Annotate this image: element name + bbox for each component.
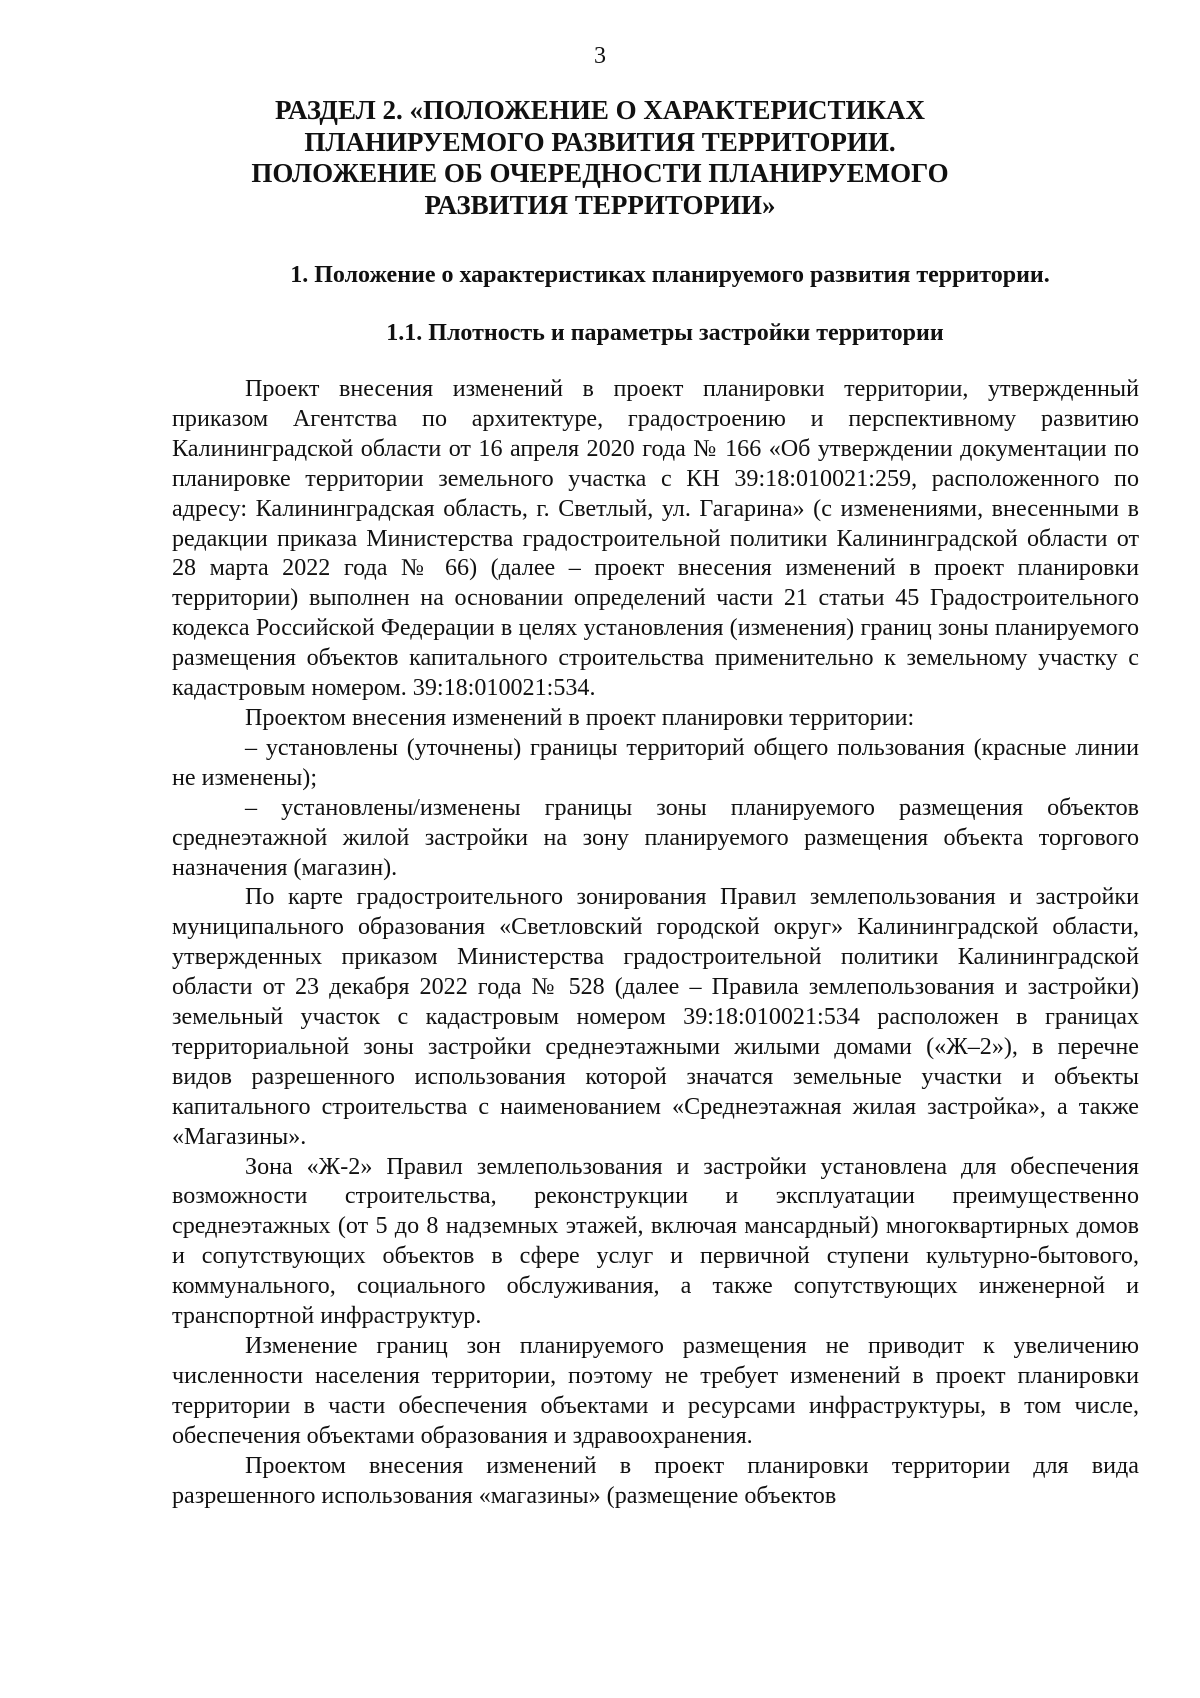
section-title-line: ПЛАНИРУЕМОГО РАЗВИТИЯ ТЕРРИТОРИИ.: [304, 126, 896, 157]
list-item: – установлены (уточнены) границы территорий общего пользования (красные линии не изменены);: [172, 734, 1139, 791]
body-text: [172, 375, 1139, 1511]
paragraph: Проект внесения изменений в проект планировки территории, утвержденный приказом Агентства по архитектуре, градостроению и перспективному развитию Калининградской области от 16 апреля 2020 года № 166 «Об утверждении документации по планировке территории земельного участка с КН 39:18:010021:259, расположенного по адресу: Калининградская область, г. Светлый, ул. Гагарина» (с изменениями, внесенными в редакции приказа Министерства градостроительной политики Калининградской области от 28 марта 2022 года № 66) (далее – проект внесения изменений в проект планировки территории) выполнен на основании определений части 21 статьи 45 Градостроительного кодекса Российской Федерации в целях установления (изменения) границ зоны планируемого размещения объектов капитального строительства применительно к земельному участку с кадастровым номером. 39:18:010021:534.: [172, 376, 1139, 702]
paragraph: По карте градостроительного зонирования Правил землепользования и застройки муниципального образования «Светловский городской округ» Калининградской области, утвержденных приказом Министерства градостроительной политики Калининградской области от 23 декабря 2022 года № 528 (далее – Правила землепользования и застройки) земельный участок с кадастровым номером 39:18:010021:534 расположен в границах территориальной зоны застройки среднеэтажными жилыми домами («Ж–2»), в перечне видов разрешенного использования которой значатся земельные участки и объекты капитального строительства с наименованием «Среднеэтажная жилая застройка», а также «Магазины».: [172, 884, 1139, 1150]
paragraph: Зона «Ж-2» Правил землепользования и застройки установлена для обеспечения возможности строительства, реконструкции и эксплуатации преимущественно среднеэтажных (от 5 до 8 надземных этажей, включая мансардный) многоквартирных домов и сопутствующих объектов в сфере услуг и первичной ступени культурно-бытового, коммунального, социального обслуживания, а также сопутствующих инженерной и транспортной инфраструктур.: [172, 1153, 1139, 1330]
page-number: 3: [594, 43, 606, 69]
paragraph: Проектом внесения изменений в проект планировки территории для вида разрешенного использования «магазины» (размещение объектов: [172, 1452, 1139, 1509]
section-title: [150, 95, 1050, 221]
heading-1: 1. Положение о характеристиках планируемого развития территории.: [290, 262, 1050, 288]
list-item: – установлены/изменены границы зоны планируемого размещения объектов среднеэтажной жилой застройки на зону планируемого размещения объекта торгового назначения (магазин).: [172, 794, 1139, 881]
paragraph: Изменение границ зон планируемого размещения не приводит к увеличению численности населения территории, поэтому не требует изменений в проект планировки территории в части обеспечения объектами и ресурсами инфраструктуры, в том числе, обеспечения объектами образования и здравоохранения.: [172, 1333, 1139, 1449]
section-title-line: РАЗДЕЛ 2. «ПОЛОЖЕНИЕ О ХАРАКТЕРИСТИКАХ: [274, 95, 926, 125]
section-title-line: ПОЛОЖЕНИЕ ОБ ОЧЕРЕДНОСТИ ПЛАНИРУЕМОГО: [251, 158, 949, 188]
paragraph: Проектом внесения изменений в проект планировки территории:: [245, 704, 915, 731]
section-title-line: РАЗВИТИЯ ТЕРРИТОРИИ»: [424, 189, 776, 220]
heading-1-1: 1.1. Плотность и параметры застройки территории: [386, 320, 944, 346]
